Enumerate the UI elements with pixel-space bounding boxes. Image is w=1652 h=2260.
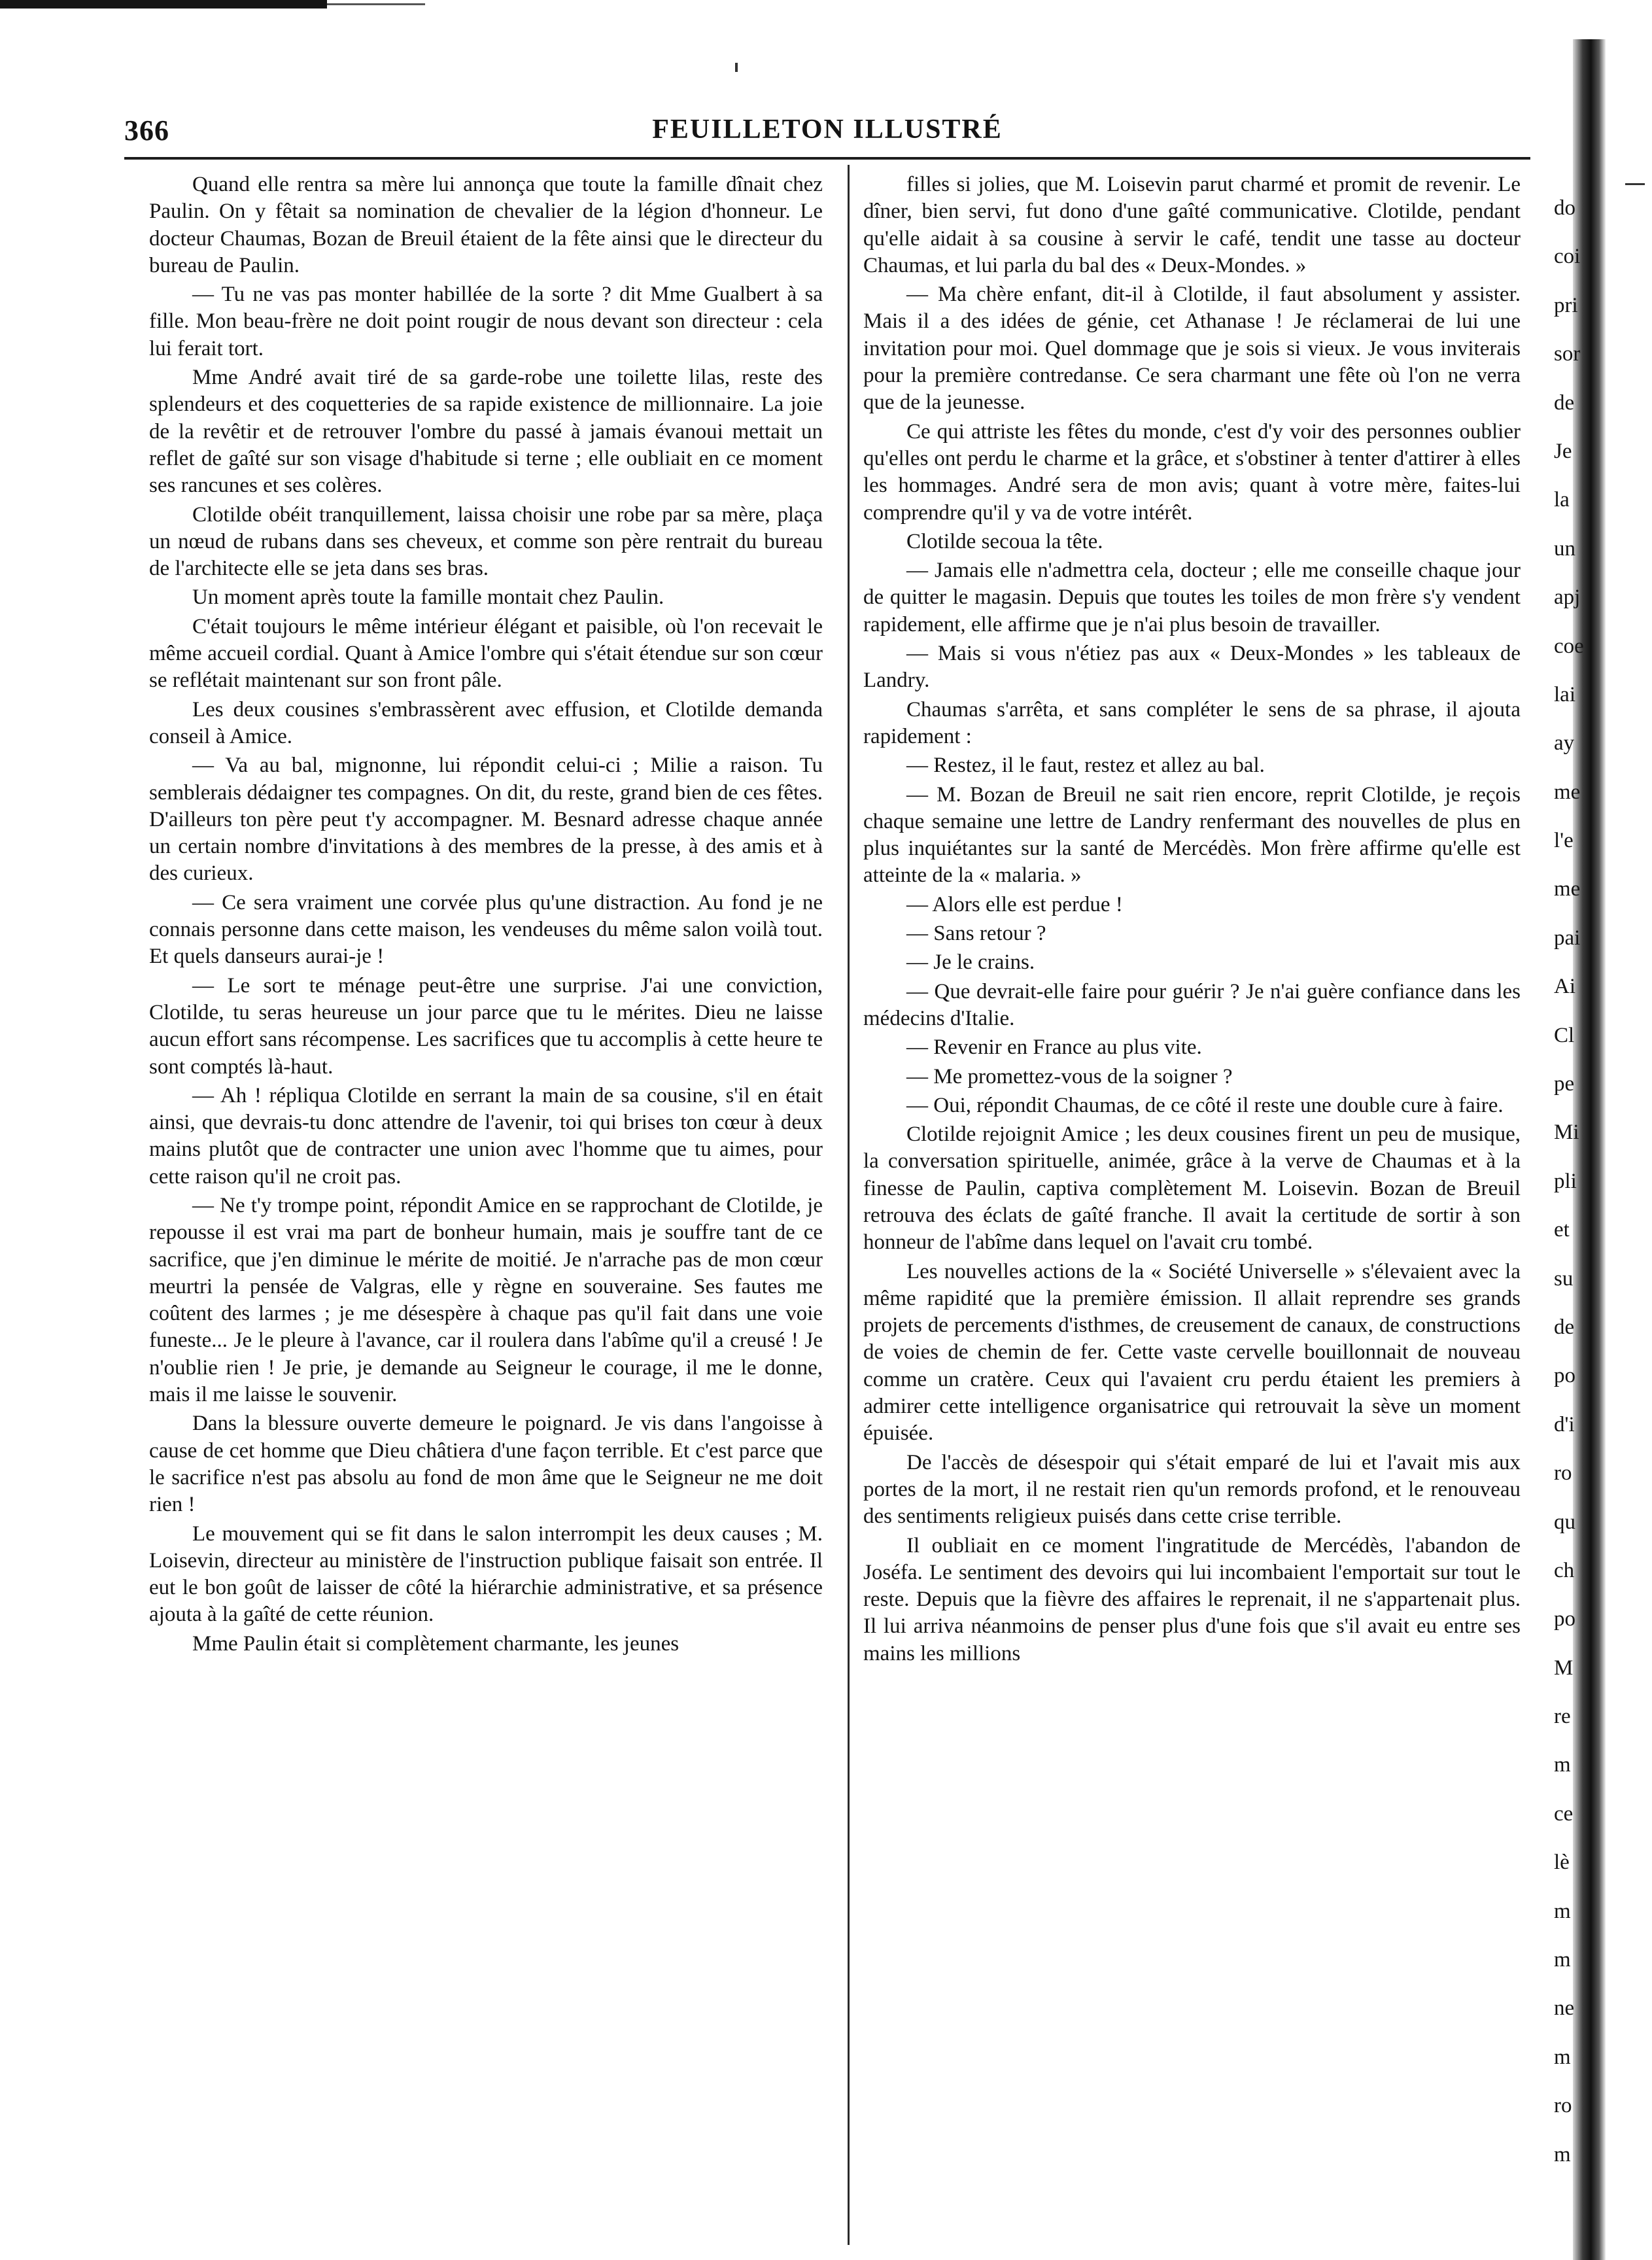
edge-fragment: de <box>1554 391 1575 415</box>
edge-fragment: sor <box>1554 342 1581 366</box>
paragraph: — Jamais elle n'admettra cela, docteur ; elle me conseille chaque jour de quitter le magasin. Depuis que toutes les toiles de mon frère s'y vendent rapidement, elle affirme que je n'ai plus besoin de travailler. <box>863 559 1521 636</box>
edge-fragment: Cl <box>1554 1024 1575 1047</box>
edge-fragment: la <box>1554 488 1570 512</box>
paragraph: Un moment après toute la famille montait chez Paulin. <box>192 585 664 610</box>
edge-fragment: M <box>1554 1656 1574 1680</box>
paragraph: Les deux cousines s'embrassèrent avec effusion, et Clotilde demanda conseil à Amice. <box>149 697 823 748</box>
edge-fragment: ro <box>1554 1461 1572 1485</box>
paragraph: C'était toujours le même intérieur élégant et paisible, où l'on recevait le même accueil cordial. Quant à Amice l'ombre qui s'était étendue sur son cœur se reflétait maintenant sur son front pâle. <box>149 614 823 693</box>
edge-fragment: me <box>1554 780 1581 804</box>
journal-title: FEUILLETON ILLUSTRÉ <box>652 114 1003 145</box>
paragraph: — Alors elle est perdue ! <box>906 892 1123 916</box>
paragraph: Mme Paulin était si complètement charmante, les jeunes <box>192 1631 680 1656</box>
paragraph: Chaumas s'arrêta, et sans compléter le sens de sa phrase, il ajouta rapidement : <box>863 697 1521 748</box>
paragraph: — Ma chère enfant, dit-il à Clotilde, il faut absolument y assister. Mais il a des idées de génie, cet Athanase ! Je réclamerai de lui une invitation pour moi. Quel dommage que je sois si vieux. Je vous inviterais pour la première contredanse. Ce sera charmant une fête où l'on ne verra que de la jeunesse. <box>863 283 1521 415</box>
column-divider <box>848 165 850 2245</box>
edge-fragment: m <box>1554 2143 1571 2166</box>
edge-fragment: Je <box>1554 440 1572 463</box>
edge-fragment: pe <box>1554 1072 1575 1096</box>
paragraph: De l'accès de désespoir qui s'était emparé de lui et l'avait mis aux portes de la mort, il ne restait rien qu'un remords profond, et le renouveau des sentiments religieux puisés dans cette crise terrible. <box>863 1450 1521 1529</box>
paragraph: Le mouvement qui se fit dans le salon interrompit les deux causes ; M. Loisevin, directeur au ministère de l'instruction publique faisait son entrée. Il eut le bon goût de laisser de côté la hiérarchie administrative, et sa présence ajouta à la gaîté de cette réunion. <box>149 1521 823 1627</box>
edge-fragment: et <box>1554 1218 1570 1242</box>
edge-dash <box>1625 183 1645 185</box>
paragraph: Clotilde obéit tranquillement, laissa choisir une robe par sa mère, plaça un nœud de rubans dans ses cheveux, et comme son père rentrait du bureau de l'architecte elle se jeta dans ses bras. <box>149 502 823 581</box>
edge-fragment: pai <box>1554 926 1581 950</box>
edge-fragment: do <box>1554 196 1575 220</box>
edge-fragment: un <box>1554 537 1575 561</box>
ink-mark <box>735 63 738 72</box>
edge-fragment: me <box>1554 877 1581 901</box>
edge-fragment: Ai <box>1554 975 1575 998</box>
right-column <box>863 171 1521 1667</box>
edge-fragment: qu <box>1554 1510 1575 1534</box>
paragraph: — Que devrait-elle faire pour guérir ? Je n'ai guère confiance dans les médecins d'Italie. <box>863 979 1521 1030</box>
paragraph: — M. Bozan de Breuil ne sait rien encore, reprit Clotilde, je reçois chaque semaine une lettre de Landry renfermant des nouvelles de plus en plus inquiétantes sur la santé de Mercédès. Mon frère affirme qu'elle est atteinte de la « malaria. » <box>863 782 1521 888</box>
edge-fragment: lai <box>1554 683 1575 706</box>
paragraph: — Ce sera vraiment une corvée plus qu'une distraction. Au fond je ne connais personne dans cette maison, les vendeuses du même salon voilà tout. Et quels danseurs aurai-je ! <box>149 890 823 969</box>
paragraph: Clotilde secoua la tête. <box>906 529 1103 553</box>
paragraph: Les nouvelles actions de la « Société Universelle » s'élevaient avec la même rapidité que la première émission. Il allait reprendre ses grands projets de percements d'isthmes, de creusement de canaux, de constructions de voies de chemin de fer. Cette vaste cervelle bouillonnait de nouveau comme un cratère. Ceux qui l'avaient cru perdu étaient les premiers à admirer cette intelligence organisatrice qui retrouvait la sève un moment épuisée. <box>863 1259 1521 1446</box>
edge-fragment: m <box>1554 2045 1571 2069</box>
page-number: 366 <box>124 114 169 147</box>
edge-fragment: m <box>1554 1753 1571 1777</box>
edge-fragment: coi <box>1554 245 1581 268</box>
edge-fragment: su <box>1554 1267 1574 1291</box>
edge-fragment: ne <box>1554 1996 1575 2020</box>
edge-fragment: re <box>1554 1705 1571 1728</box>
paragraph: — Oui, répondit Chaumas, de ce côté il reste une double cure à faire. <box>906 1093 1504 1117</box>
top-ink-bar <box>0 0 327 9</box>
edge-fragment: ro <box>1554 2094 1572 2117</box>
paragraph: Clotilde rejoignit Amice ; les deux cousines firent un peu de musique, la conversation spirituelle, animée, grâce à la verve de Chaumas et à la finesse de Paulin, captiva complètement M. Loisevin. Bozan de Breuil retrouva des éclats de gaîté franche. Il avait la certitude de sortir à son honneur de l'abîme dans lequel on l'avait cru tombé. <box>863 1122 1521 1255</box>
left-column <box>149 171 823 1658</box>
paragraph: — Ne t'y trompe point, répondit Amice en se rapprochant de Clotilde, je repousse il est vrai ma part de bonheur humain, mais je souffre tant de ce sacrifice, que j'en diminue le mérite de moitié. Je n'arrache pas de mon cœur meurtri la pensée de Valgras, elle y règne en souveraine. Ses fautes me coûtent des larmes ; je me désespère à chaque pas qu'il fait dans une voie funeste... Je le pleure à l'avance, car il roulera dans l'abîme qu'il a creusé ! Je n'oublie rien ! Je prie, je demande au Seigneur le courage, il me le donne, mais il me laisse le souvenir. <box>149 1193 823 1407</box>
paragraph: — Le sort te ménage peut-être une surprise. J'ai une conviction, Clotilde, tu seras heureuse un jour parce que tu le mérites. Dieu ne laisse aucun effort sans récompense. Les sacrifices que tu accomplis à cette heure te sont comptés là-haut. <box>149 973 823 1079</box>
edge-fragment: d'i <box>1554 1413 1575 1436</box>
edge-fragment: coe <box>1554 635 1584 658</box>
paragraph: Il oubliait en ce moment l'ingratitude de Mercédès, l'abandon de Joséfa. Le sentiment des devoirs qui lui incombaient l'emportait sur tout le reste. Depuis que la fièvre des affaires le reprenait, il ne s'appartenait plus. Il lui arriva néanmoins de penser plus d'une fois que s'il avait eu entre ses mains les millions <box>863 1533 1521 1665</box>
edge-fragment: apj <box>1554 585 1581 609</box>
edge-fragment: ce <box>1554 1802 1574 1826</box>
paragraph: — Revenir en France au plus vite. <box>906 1035 1202 1060</box>
paragraph: — Me promettez-vous de la soigner ? <box>906 1064 1233 1088</box>
edge-fragment: l'e <box>1554 829 1574 852</box>
paragraph: — Va au bal, mignonne, lui répondit celui-ci ; Milie a raison. Tu semblerais dédaigner tes compagnes. On dit, du reste, grand bien de ces fêtes. D'ailleurs ton père peut t'y accompagner. M. Besnard adresse chaque année un certain nombre d'invitations à des membres de la presse, à des amis et à des curieux. <box>149 754 823 886</box>
edge-fragment: Mi <box>1554 1121 1579 1144</box>
page-header <box>124 110 1530 152</box>
edge-fragment: ch <box>1554 1559 1575 1582</box>
edge-fragment: pri <box>1554 294 1578 317</box>
edge-fragment: m <box>1554 1948 1571 1972</box>
edge-fragment: ay <box>1554 731 1575 755</box>
paragraph: — Restez, il le faut, restez et allez au bal. <box>906 754 1265 778</box>
edge-fragment: de <box>1554 1315 1575 1339</box>
paragraph: filles si jolies, que M. Loisevin parut charmé et promit de revenir. Le dîner, bien servi, fut dono d'une gaîté communicative. Clotilde, pendant qu'elle aidait à sa cousine à servir le café, tendit une tasse au docteur Chaumas, et lui parla du bal des « Deux-Mondes. » <box>863 173 1521 277</box>
header-rule <box>124 157 1530 160</box>
edge-fragment: po <box>1554 1364 1575 1387</box>
edge-fragment: pli <box>1554 1170 1577 1193</box>
paragraph: Quand elle rentra sa mère lui annonça que toute la famille dînait chez Paulin. On y fêtait sa nomination de chevalier de la légion d'honneur. Le docteur Chaumas, Bozan de Breuil étaient de la fête ainsi que le directeur du bureau de Paulin. <box>149 173 823 277</box>
paragraph: — Sans retour ? <box>906 922 1046 946</box>
paragraph: Mme André avait tiré de sa garde-robe une toilette lilas, reste des splendeurs et des coquetteries de sa rapide existence de millionnaire. La joie de la revêtir et de retrouver l'ombre du passé à jamais évanoui mettait un reflet de gaîté sur son visage d'habitude si terne ; elle oubliait en ce moment ses rancunes et ses colères. <box>149 366 823 498</box>
paragraph: Dans la blessure ouverte demeure le poignard. Je vis dans l'angoisse à cause de cet homme que Dieu châtiera d'une façon terrible. Et c'est parce que le sacrifice n'est pas absolu au fond de mon âme que le Seigneur ne me doit rien ! <box>149 1412 823 1517</box>
paragraph: — Ah ! répliqua Clotilde en serrant la main de sa cousine, s'il en était ainsi, que devrais-tu donc attendre de l'avenir, toi qui brises ton cœur à deux mains plutôt que de contracter une union avec l'homme que tu aimes, pour cette raison qu'il ne croit pas. <box>149 1083 823 1189</box>
edge-fragment: lè <box>1554 1851 1570 1874</box>
paragraph: — Je le crains. <box>906 950 1035 975</box>
paragraph: — Tu ne vas pas monter habillée de la sorte ? dit Mme Gualbert à sa fille. Mon beau-frère ne doit point rougir de nous devant son directeur : cela lui ferait tort. <box>149 283 823 360</box>
top-ink-bar-tail <box>327 3 425 5</box>
paragraph: Ce qui attriste les fêtes du monde, c'est d'y voir des personnes oublier qu'elles ont perdu le charme et la grâce, et s'obstiner à tenter d'attirer à elles les hommages. André sera de mon avis; quant à votre mère, faites-lui comprendre qu'il y va de votre intérêt. <box>863 419 1521 525</box>
binding-shadow <box>1573 39 1606 2260</box>
edge-fragment: po <box>1554 1607 1575 1631</box>
edge-fragment: m <box>1554 1900 1571 1923</box>
paragraph: — Mais si vous n'étiez pas aux « Deux-Mondes » les tableaux de Landry. <box>863 642 1521 693</box>
